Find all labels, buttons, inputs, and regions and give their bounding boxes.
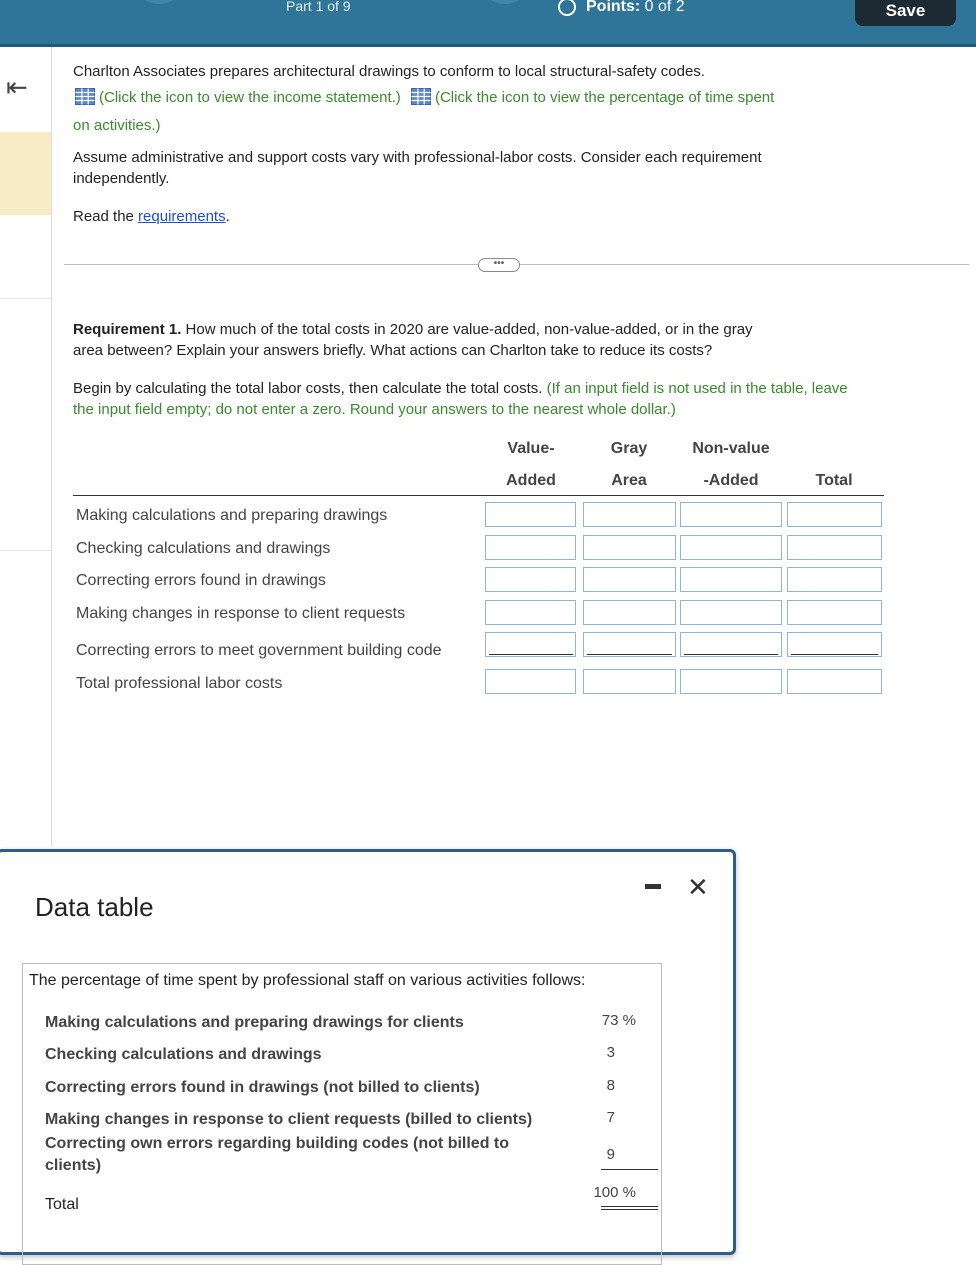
total-label: Total [45,1196,79,1213]
requirement-question: How much of the total costs in 2020 are value-added, non-value-added, or in the gray [181,321,753,338]
input-r2-value-added[interactable] [485,535,576,560]
subtotal-underline [684,654,778,655]
time-spent-link-cont[interactable]: on activities.) [73,117,161,134]
data-table-heading: The percentage of time spent by professional staff on various activities follows: [29,972,586,989]
sum-line [601,1169,658,1170]
requirement-text-2: area between? Explain your answers briefly. What actions can Charlton take to reduce its costs? [73,342,713,359]
header-gray-area-1: Gray [610,440,648,457]
begin-text: Begin by calculating the total labor costs, then calculate the total costs. [73,380,543,397]
row-label-checking-calculations: Checking calculations and drawings [76,540,331,557]
problem-intro: Charlton Associates prepares architectural drawings to conform to local structural-safety codes. [73,63,705,80]
points-ring-icon [558,0,576,16]
data-row-value: 9 [606,1146,615,1163]
header-value-added-2: Added [506,472,556,489]
input-r1-gray-area[interactable] [583,502,676,527]
close-icon[interactable]: ✕ [687,872,709,902]
collapse-left-icon[interactable]: ⇤ [6,72,28,102]
input-r2-non-value-added[interactable] [680,535,782,560]
read-suffix: . [225,208,230,225]
subtotal-underline [791,654,878,655]
row-label-correcting-errors: Correcting errors found in drawings [76,572,326,589]
modal-title: Data table [35,892,154,922]
input-r4-value-added[interactable] [485,600,576,625]
input-total-non-value-added[interactable] [680,669,782,694]
input-total-total[interactable] [787,669,882,694]
input-instruction: (If an input field is not used in the table, leave [546,380,848,397]
input-r1-value-added[interactable] [485,502,576,527]
input-total-value-added[interactable] [485,669,576,694]
data-row-label: Correcting errors found in drawings (not billed to clients) [45,1079,480,1096]
current-question-marker[interactable] [0,132,51,215]
input-r3-value-added[interactable] [485,567,576,592]
requirements-link[interactable]: requirements [138,208,226,225]
input-r2-total[interactable] [787,535,882,560]
read-prefix: Read the [73,208,139,225]
header-value-added-1: Value- [507,440,555,457]
subtotal-underline [489,654,573,655]
row-label-making-calculations: Making calculations and preparing drawings [76,507,388,524]
input-r3-non-value-added[interactable] [680,567,782,592]
input-r2-gray-area[interactable] [583,535,676,560]
input-r3-gray-area[interactable] [583,567,676,592]
total-double-line [601,1209,658,1210]
data-row-value: 3 [606,1044,615,1061]
data-row-label-cont: clients) [45,1157,102,1174]
header-gray-area-2: Area [611,472,647,489]
points-indicator [558,0,685,16]
expand-more-button[interactable]: ••• [478,258,520,272]
part-indicator: Part 1 of 9 [286,0,351,14]
row-label-total-labor: Total professional labor costs [76,675,283,692]
requirement-label: Requirement 1. [73,321,182,338]
prev-part-button[interactable] [142,0,176,4]
read-requirements [73,206,230,227]
input-r1-non-value-added[interactable] [680,502,782,527]
header-total: Total [815,472,853,489]
data-table-modal [0,849,736,1255]
data-row-value: 7 [606,1109,615,1126]
instruction-line-1 [73,378,848,399]
subtotal-underline [587,654,672,655]
data-row-value: 73 % [601,1012,636,1029]
requirement-text-1 [73,319,753,340]
minimize-icon[interactable] [645,884,661,889]
save-button[interactable]: Save [855,0,956,26]
assumption-text-1: Assume administrative and support costs vary with professional-labor costs. Consider each requirement [73,149,762,166]
data-row-label: Correcting own errors regarding building codes (not billed to [45,1135,510,1152]
input-r3-total[interactable] [787,567,882,592]
assumption-text-2: independently. [73,170,170,187]
header-non-value-1: Non-value [692,440,770,457]
data-row-value: 8 [606,1077,615,1094]
input-total-gray-area[interactable] [583,669,676,694]
income-statement-link[interactable]: (Click the icon to view the income statement.) [99,89,401,106]
row-label-building-code: Correcting errors to meet government building code [76,642,442,659]
input-r4-gray-area[interactable] [583,600,676,625]
points-label: Points: [586,0,641,15]
next-part-button[interactable] [488,0,522,4]
table-grid-icon[interactable] [75,88,95,105]
table-grid-icon[interactable] [411,88,431,105]
input-r4-total[interactable] [787,600,882,625]
data-row-label: Making calculations and preparing drawings for clients [45,1014,464,1031]
header-non-value-2: -Added [703,472,759,489]
nav-divider [0,550,51,551]
time-spent-link[interactable]: (Click the icon to view the percentage of time spent [434,89,775,106]
data-row-label: Making changes in response to client requests (billed to clients) [45,1111,533,1128]
instruction-line-2: the input field empty; do not enter a zero. Round your answers to the nearest whole dollar.) [73,401,676,418]
input-r1-total[interactable] [787,502,882,527]
input-r4-non-value-added[interactable] [680,600,782,625]
points-value: 0 of 2 [644,0,685,15]
row-label-client-changes: Making changes in response to client requests [76,605,406,622]
data-table-box [22,963,662,1265]
data-row-label: Checking calculations and drawings [45,1046,322,1063]
total-double-line [601,1206,658,1207]
nav-divider [0,298,51,299]
top-bar [0,0,976,47]
table-header-rule [73,495,884,496]
total-value: 100 % [593,1184,636,1201]
icon-links-line [75,87,774,108]
